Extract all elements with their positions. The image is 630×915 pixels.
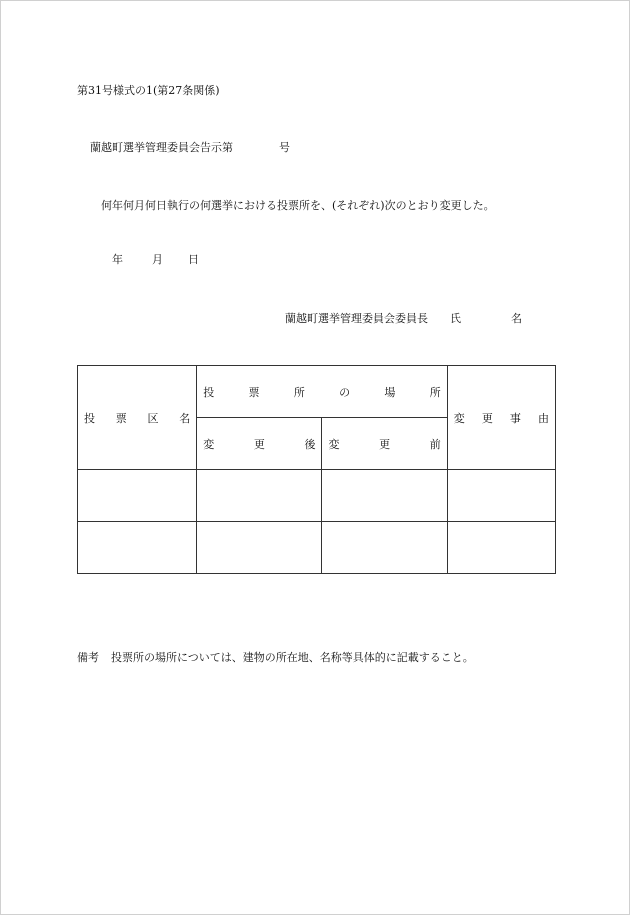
remarks [77, 651, 474, 665]
polling-place-change-table [77, 365, 556, 574]
date-day-label: 日 [188, 253, 199, 266]
form-number: 第31号様式の1(第27条関係) [77, 84, 220, 97]
after-header: 変 更 後 [203, 437, 316, 451]
date-line [112, 253, 199, 267]
date-year-label: 年 [112, 253, 123, 266]
reason-header-cell [447, 366, 555, 470]
after-cell [197, 470, 322, 522]
table-row [78, 522, 556, 574]
district-cell [78, 470, 197, 522]
reason-cell [447, 470, 555, 522]
after-cell [197, 522, 322, 574]
after-header-cell [197, 418, 322, 470]
date-month-label: 月 [152, 253, 163, 266]
place-header: 投 票 所 の 場 所 [203, 385, 441, 399]
district-header-cell [78, 366, 197, 470]
before-cell [322, 470, 447, 522]
before-cell [322, 522, 447, 574]
district-cell [78, 522, 197, 574]
district-header: 投 票 区 名 [84, 411, 191, 425]
notice-heading-suffix: 号 [279, 141, 290, 154]
table-row [78, 470, 556, 522]
before-header-cell [322, 418, 447, 470]
remarks-label: 備考 [77, 651, 99, 664]
place-header-cell [197, 366, 448, 418]
notice-body: 何年何月何日執行の何選挙における投票所を、(それぞれ)次のとおり変更した。 [101, 199, 495, 212]
before-header: 変 更 前 [328, 437, 441, 451]
signer-title: 蘭越町選挙管理委員会委員長 [285, 312, 428, 325]
remarks-text: 投票所の場所については、建物の所在地、名称等具体的に記載すること。 [111, 651, 474, 664]
signer-shi: 氏 [450, 312, 461, 325]
signer-mei: 名 [511, 312, 522, 325]
signer [285, 312, 522, 326]
notice-heading [90, 141, 290, 155]
notice-heading-prefix: 蘭越町選挙管理委員会告示第 [90, 141, 233, 154]
reason-cell [447, 522, 555, 574]
reason-header: 変 更 事 由 [453, 411, 549, 425]
